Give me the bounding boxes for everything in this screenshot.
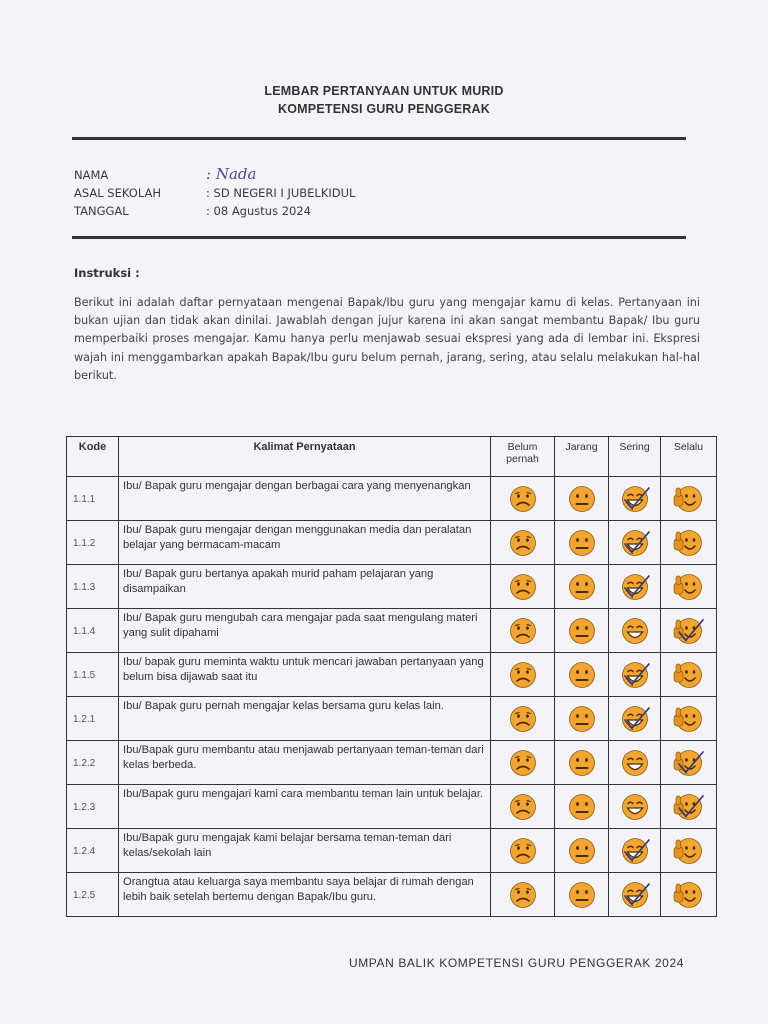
row-statement: Ibu/ Bapak guru mengajar dengan menggunakan media dan peralatan belajar yang bermacam-macam: [119, 521, 491, 565]
neutral-face-icon[interactable]: [555, 873, 609, 917]
sekolah-label: ASAL SEKOLAH: [74, 186, 162, 200]
table-row: [67, 477, 717, 521]
table-row: [67, 565, 717, 609]
bottom-divider: [72, 236, 686, 239]
happy-face-icon[interactable]: [609, 653, 661, 697]
happy-face-icon[interactable]: [609, 873, 661, 917]
happy-face-icon[interactable]: [609, 785, 661, 829]
table-row: [67, 609, 717, 653]
table-row: [67, 873, 717, 917]
table-row: [67, 697, 717, 741]
neutral-face-icon[interactable]: [555, 697, 609, 741]
sad-face-icon[interactable]: [491, 653, 555, 697]
footer-text: UMPAN BALIK KOMPETENSI GURU PENGGERAK 2024: [348, 956, 684, 970]
row-code: 1.2.4: [67, 829, 119, 873]
row-statement: Ibu/ Bapak guru mengajar dengan berbagai cara yang menyenangkan: [119, 477, 491, 521]
sad-face-icon[interactable]: [491, 477, 555, 521]
header-kalimat: Kalimat Pernyataan: [119, 437, 491, 477]
row-code: 1.1.1: [67, 477, 119, 521]
row-code: 1.1.3: [67, 565, 119, 609]
row-statement: Orangtua atau keluarga saya membantu saya belajar di rumah dengan lebih baik setelah bertemu dengan Bapak/Ibu guru.: [119, 873, 491, 917]
happy-face-icon[interactable]: [609, 829, 661, 873]
thumbs-up-face-icon[interactable]: [661, 829, 717, 873]
neutral-face-icon[interactable]: [555, 565, 609, 609]
happy-face-icon[interactable]: [609, 741, 661, 785]
tanggal-value: : 08 Agustus 2024: [206, 204, 311, 218]
table-header-row: [67, 437, 717, 477]
sad-face-icon[interactable]: [491, 829, 555, 873]
thumbs-up-face-icon[interactable]: [661, 521, 717, 565]
thumbs-up-face-icon[interactable]: [661, 873, 717, 917]
thumbs-up-face-icon[interactable]: [661, 785, 717, 829]
table-row: [67, 521, 717, 565]
happy-face-icon[interactable]: [609, 477, 661, 521]
row-code: 1.1.5: [67, 653, 119, 697]
happy-face-icon[interactable]: [609, 609, 661, 653]
sad-face-icon[interactable]: [491, 609, 555, 653]
happy-face-icon[interactable]: [609, 565, 661, 609]
row-statement: Ibu/ Bapak guru bertanya apakah murid paham pelajaran yang disampaikan: [119, 565, 491, 609]
row-statement: Ibu/Bapak guru mengajari kami cara membantu teman lain untuk belajar.: [119, 785, 491, 829]
thumbs-up-face-icon[interactable]: [661, 477, 717, 521]
doc-title-line2: KOMPETENSI GURU PENGGERAK: [278, 102, 490, 116]
neutral-face-icon[interactable]: [555, 653, 609, 697]
row-statement: Ibu/ bapak guru meminta waktu untuk mencari jawaban pertanyaan yang belum bisa dijawab saat itu: [119, 653, 491, 697]
sekolah-value: : SD NEGERI I JUBELKIDUL: [206, 186, 356, 200]
questionnaire-table: [66, 436, 717, 917]
header-kode: Kode: [67, 437, 119, 477]
thumbs-up-face-icon[interactable]: [661, 609, 717, 653]
sad-face-icon[interactable]: [491, 741, 555, 785]
instructions-body: Berikut ini adalah daftar pernyataan mengenai Bapak/Ibu guru yang mengajar kamu di kelas. Pertanyaan ini bukan ujian dan tidak akan dinilai. Jawablah dengan jujur karena ini akan sangat membantu Bapak/ Ibu guru memperbaiki proses mengajar. Kamu hanya perlu menjawab sesuai ekspresi yang ada di lembar ini. Ekspresi wajah ini menggambarkan apakah Bapak/Ibu guru belum pernah, jarang, sering, atau selalu melakukan hal-hal berikut.: [74, 296, 700, 382]
neutral-face-icon[interactable]: [555, 521, 609, 565]
sad-face-icon[interactable]: [491, 785, 555, 829]
thumbs-up-face-icon[interactable]: [661, 653, 717, 697]
neutral-face-icon[interactable]: [555, 609, 609, 653]
neutral-face-icon[interactable]: [555, 741, 609, 785]
row-code: 1.2.2: [67, 741, 119, 785]
thumbs-up-face-icon[interactable]: [661, 565, 717, 609]
nama-value: : Nada: [206, 165, 257, 183]
sad-face-icon[interactable]: [491, 873, 555, 917]
instructions-title: Instruksi :: [74, 266, 140, 280]
neutral-face-icon[interactable]: [555, 785, 609, 829]
thumbs-up-face-icon[interactable]: [661, 697, 717, 741]
row-statement: Ibu/ Bapak guru pernah mengajar kelas bersama guru kelas lain.: [119, 697, 491, 741]
thumbs-up-face-icon[interactable]: [661, 741, 717, 785]
header-belum-pernah: Belum pernah: [491, 437, 555, 477]
row-code: 1.2.3: [67, 785, 119, 829]
sad-face-icon[interactable]: [491, 521, 555, 565]
tanggal-label: TANGGAL: [74, 204, 129, 218]
header-selalu: Selalu: [661, 437, 717, 477]
row-statement: Ibu/ Bapak guru mengubah cara mengajar pada saat mengulang materi yang sulit dipahami: [119, 609, 491, 653]
table-row: [67, 653, 717, 697]
table-row: [67, 741, 717, 785]
row-code: 1.1.2: [67, 521, 119, 565]
doc-title-line1: LEMBAR PERTANYAAN UNTUK MURID: [264, 84, 504, 98]
neutral-face-icon[interactable]: [555, 477, 609, 521]
header-jarang: Jarang: [555, 437, 609, 477]
row-code: 1.1.4: [67, 609, 119, 653]
row-statement: Ibu/Bapak guru membantu atau menjawab pertanyaan teman-teman dari kelas berbeda.: [119, 741, 491, 785]
top-divider: [72, 137, 686, 140]
happy-face-icon[interactable]: [609, 521, 661, 565]
sad-face-icon[interactable]: [491, 565, 555, 609]
happy-face-icon[interactable]: [609, 697, 661, 741]
row-code: 1.2.1: [67, 697, 119, 741]
row-statement: Ibu/Bapak guru mengajak kami belajar bersama teman-teman dari kelas/sekolah lain: [119, 829, 491, 873]
table-row: [67, 829, 717, 873]
table-body: [67, 477, 717, 917]
nama-label: NAMA: [74, 168, 109, 182]
sad-face-icon[interactable]: [491, 697, 555, 741]
neutral-face-icon[interactable]: [555, 829, 609, 873]
header-sering: Sering: [609, 437, 661, 477]
table-row: [67, 785, 717, 829]
row-code: 1.2.5: [67, 873, 119, 917]
